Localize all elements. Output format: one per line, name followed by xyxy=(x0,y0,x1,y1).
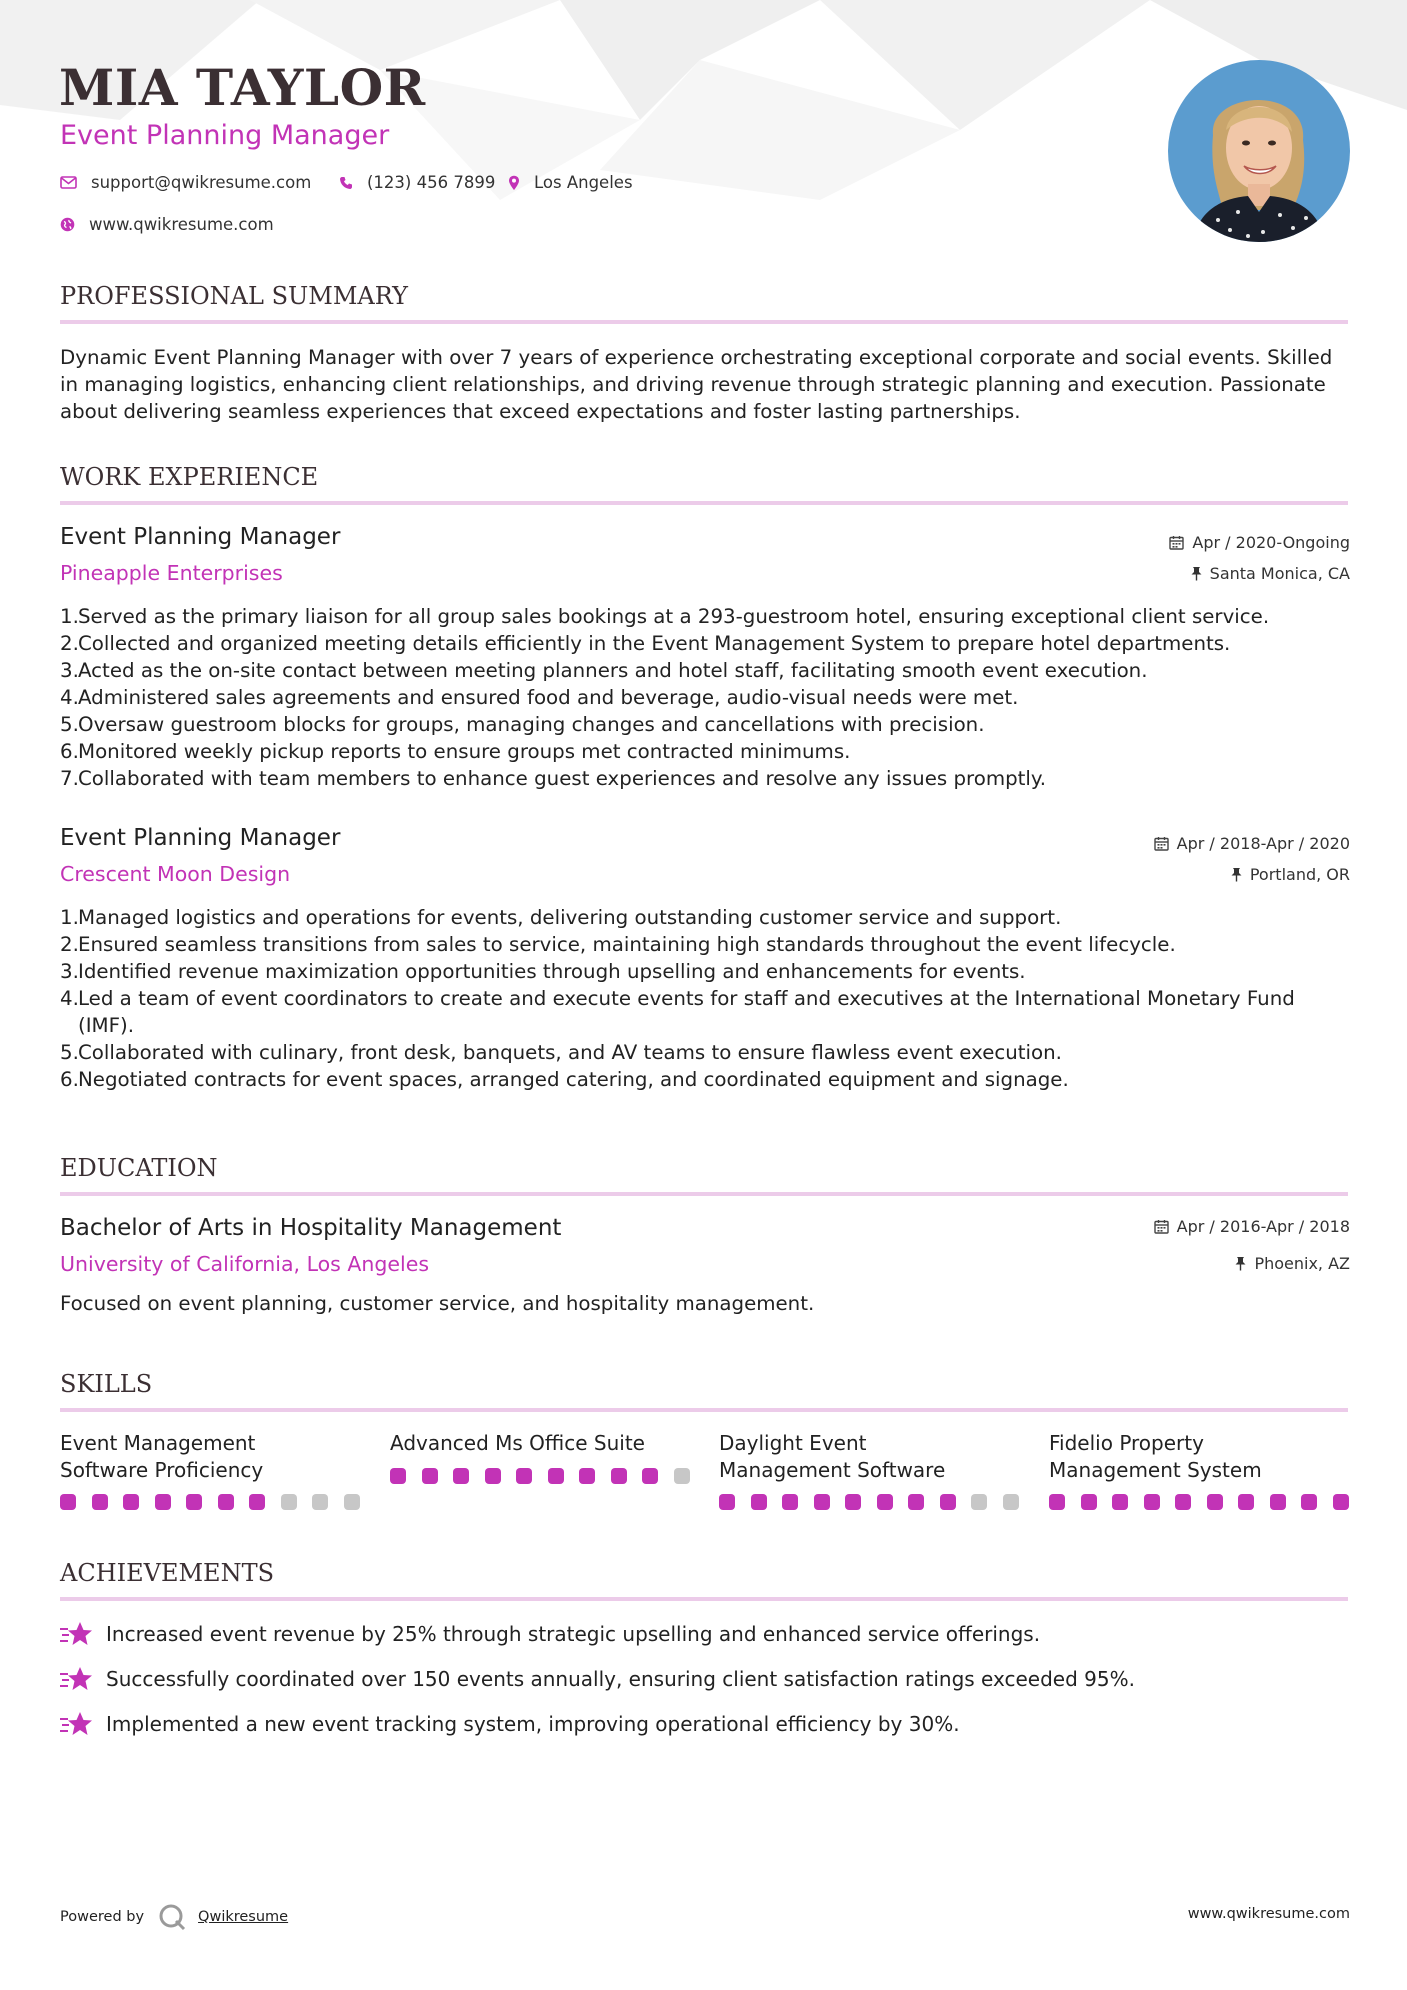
candidate-name: MIA TAYLOR xyxy=(59,58,426,117)
candidate-role: Event Planning Manager xyxy=(60,120,390,151)
skill-item xyxy=(719,1430,1019,1484)
list-item: 1. Served as the primary liaison for all group sales bookings at a 293-guestroom hotel, ensuring exceptional client service. xyxy=(60,605,1270,628)
job-2-dates-text: Apr / 2018-Apr / 2020 xyxy=(1176,834,1350,853)
skill-dot-filled xyxy=(516,1468,532,1484)
list-item: 6. Monitored weekly pickup reports to ensure groups met contracted minimums. xyxy=(60,740,851,763)
skill-dot-filled xyxy=(249,1494,265,1510)
achievements-heading: ACHIEVEMENTS xyxy=(60,1559,275,1587)
education-dates xyxy=(1154,1217,1350,1236)
profile-photo xyxy=(1168,60,1350,242)
skill-dot-filled xyxy=(155,1494,171,1510)
skill-dot-filled xyxy=(782,1494,798,1510)
skill-dot-filled xyxy=(390,1468,406,1484)
list-item: 3. Acted as the on-site contact between meeting planners and hotel staff, facilitating smooth event execution. xyxy=(60,659,1148,682)
skill-name: Advanced Ms Office Suite xyxy=(390,1431,645,1455)
star-icon xyxy=(60,1711,94,1737)
skill-dot-filled xyxy=(1207,1494,1223,1510)
calendar-icon xyxy=(1154,1219,1169,1234)
skill-dot-filled xyxy=(1238,1494,1254,1510)
skill-level-dots xyxy=(719,1494,1034,1510)
job-2-duties xyxy=(60,904,1350,1093)
skill-level-dots xyxy=(60,1494,375,1510)
map-pin-icon xyxy=(508,175,520,191)
skill-dot-filled xyxy=(1144,1494,1160,1510)
star-icon xyxy=(60,1666,94,1692)
pushpin-icon xyxy=(1235,1256,1246,1271)
summary-divider xyxy=(60,320,1348,324)
globe-icon xyxy=(60,217,75,232)
job-2-location-text: Portland, OR xyxy=(1249,865,1350,884)
skill-dot-filled xyxy=(751,1494,767,1510)
contact-location xyxy=(508,173,633,192)
skill-dot-filled xyxy=(60,1494,76,1510)
skill-dot-filled xyxy=(186,1494,202,1510)
skill-level-dots xyxy=(390,1468,705,1484)
job-2-title: Event Planning Manager xyxy=(60,825,341,851)
skill-dot-empty xyxy=(312,1494,328,1510)
list-item: 6. Negotiated contracts for event spaces, arranged catering, and coordinated equipment and signage. xyxy=(60,1068,1069,1091)
job-1-company: Pineapple Enterprises xyxy=(60,561,283,585)
education-heading: EDUCATION xyxy=(60,1154,218,1182)
profile-photo-image xyxy=(1168,60,1350,242)
website-text: www.qwikresume.com xyxy=(89,215,274,234)
job-2-company: Crescent Moon Design xyxy=(60,862,291,886)
skill-dot-empty xyxy=(674,1468,690,1484)
experience-divider xyxy=(60,501,1348,505)
location-text: Los Angeles xyxy=(534,173,633,192)
skill-dot-empty xyxy=(281,1494,297,1510)
skill-dot-filled xyxy=(1333,1494,1349,1510)
skill-dot-filled xyxy=(1081,1494,1097,1510)
contact-website[interactable] xyxy=(60,215,274,234)
skill-dot-filled xyxy=(814,1494,830,1510)
powered-by-label: Powered by xyxy=(60,1909,145,1925)
skill-dot-empty xyxy=(1003,1494,1019,1510)
skill-level-dots xyxy=(1049,1494,1364,1510)
footer-powered-by xyxy=(60,1903,288,1931)
list-item: 4. Led a team of event coordinators to create and execute events for staff and executives at the International Monetary Fund (IMF). xyxy=(60,987,1295,1037)
job-1-dates xyxy=(1169,533,1350,552)
footer-website-link[interactable]: www.qwikresume.com xyxy=(1187,1906,1350,1922)
skill-dot-filled xyxy=(579,1468,595,1484)
education-dates-text: Apr / 2016-Apr / 2018 xyxy=(1176,1217,1350,1236)
skill-name: Daylight Event Management Software xyxy=(719,1431,946,1482)
skill-dot-filled xyxy=(548,1468,564,1484)
education-location xyxy=(1235,1254,1350,1273)
skill-dot-filled xyxy=(485,1468,501,1484)
skill-dot-empty xyxy=(344,1494,360,1510)
skill-dot-filled xyxy=(218,1494,234,1510)
job-1-dates-text: Apr / 2020-Ongoing xyxy=(1192,533,1350,552)
achievement-item xyxy=(60,1621,1040,1647)
skills-heading: SKILLS xyxy=(60,1370,153,1398)
skill-dot-filled xyxy=(1112,1494,1128,1510)
contact-phone[interactable] xyxy=(339,173,495,192)
job-1-location xyxy=(1191,564,1350,583)
skill-item xyxy=(390,1430,690,1457)
skill-dot-filled xyxy=(719,1494,735,1510)
calendar-icon xyxy=(1169,535,1184,550)
summary-text: Dynamic Event Planning Manager with over 7 years of experience orchestrating exceptional corporate and social events. Skilled in managing logistics, enhancing client relationships, and driving revenue through strategic planning and execution. Passionate about delivering seamless experiences that exceed expectations and foster lasting partnerships. xyxy=(60,346,1333,423)
achievement-item xyxy=(60,1666,1135,1692)
experience-heading: WORK EXPERIENCE xyxy=(60,463,319,491)
qwikresume-logo-icon xyxy=(158,1903,186,1931)
phone-text: (123) 456 7899 xyxy=(367,173,496,192)
summary-heading: PROFESSIONAL SUMMARY xyxy=(60,282,408,310)
education-divider xyxy=(60,1192,1348,1196)
education-school: University of California, Los Angeles xyxy=(60,1252,430,1276)
achievement-item xyxy=(60,1711,960,1737)
skill-dot-filled xyxy=(422,1468,438,1484)
qwikresume-link[interactable]: Qwikresume xyxy=(198,1909,289,1925)
pushpin-icon xyxy=(1191,566,1202,581)
star-icon xyxy=(60,1621,94,1647)
job-2-dates xyxy=(1154,834,1350,853)
skill-dot-empty xyxy=(971,1494,987,1510)
list-item: 1. Managed logistics and operations for events, delivering outstanding customer service and support. xyxy=(60,906,1062,929)
job-2-location xyxy=(1231,865,1350,884)
skill-dot-filled xyxy=(940,1494,956,1510)
email-text: support@qwikresume.com xyxy=(91,173,312,192)
skill-dot-filled xyxy=(1049,1494,1065,1510)
job-1-duties xyxy=(60,603,1350,792)
skill-dot-filled xyxy=(877,1494,893,1510)
skill-item xyxy=(60,1430,360,1484)
skill-name: Fidelio Property Management System xyxy=(1049,1431,1262,1482)
pushpin-icon xyxy=(1231,867,1242,882)
skill-dot-filled xyxy=(1270,1494,1286,1510)
skills-divider xyxy=(60,1408,1348,1412)
skill-item xyxy=(1049,1430,1349,1484)
job-1-title: Event Planning Manager xyxy=(60,524,341,550)
education-degree: Bachelor of Arts in Hospitality Management xyxy=(60,1215,562,1241)
skill-dot-filled xyxy=(453,1468,469,1484)
list-item: 4. Administered sales agreements and ensured food and beverage, audio-visual needs were met. xyxy=(60,686,1019,709)
skill-name: Event Management Software Proficiency xyxy=(60,1431,264,1482)
envelope-icon xyxy=(60,176,77,189)
list-item: 2. Collected and organized meeting details efficiently in the Event Management System to prepare hotel departments. xyxy=(60,632,1231,655)
phone-icon xyxy=(339,176,353,190)
skill-dot-filled xyxy=(845,1494,861,1510)
achievement-text: Increased event revenue by 25% through strategic upselling and enhanced service offerings. xyxy=(106,1622,1041,1646)
skill-dot-filled xyxy=(908,1494,924,1510)
achievement-text: Implemented a new event tracking system, improving operational efficiency by 30%. xyxy=(106,1712,960,1736)
skill-dot-filled xyxy=(642,1468,658,1484)
contact-email[interactable] xyxy=(60,173,311,192)
education-description: Focused on event planning, customer service, and hospitality management. xyxy=(60,1292,815,1315)
skill-dot-filled xyxy=(1175,1494,1191,1510)
list-item: 2. Ensured seamless transitions from sales to service, maintaining high standards throughout the event lifecycle. xyxy=(60,933,1176,956)
list-item: 7. Collaborated with team members to enhance guest experiences and resolve any issues promptly. xyxy=(60,767,1047,790)
list-item: 5. Oversaw guestroom blocks for groups, managing changes and cancellations with precision. xyxy=(60,713,985,736)
job-1-location-text: Santa Monica, CA xyxy=(1209,564,1350,583)
list-item: 5. Collaborated with culinary, front desk, banquets, and AV teams to ensure flawless event execution. xyxy=(60,1041,1062,1064)
achievements-divider xyxy=(60,1597,1348,1601)
list-item: 3. Identified revenue maximization opportunities through upselling and enhancements for events. xyxy=(60,960,1026,983)
education-location-text: Phoenix, AZ xyxy=(1254,1254,1350,1273)
skill-dot-filled xyxy=(1301,1494,1317,1510)
skill-dot-filled xyxy=(611,1468,627,1484)
skill-dot-filled xyxy=(123,1494,139,1510)
calendar-icon xyxy=(1154,836,1169,851)
skill-dot-filled xyxy=(92,1494,108,1510)
achievement-text: Successfully coordinated over 150 events annually, ensuring client satisfaction ratings exceeded 95%. xyxy=(106,1667,1135,1691)
